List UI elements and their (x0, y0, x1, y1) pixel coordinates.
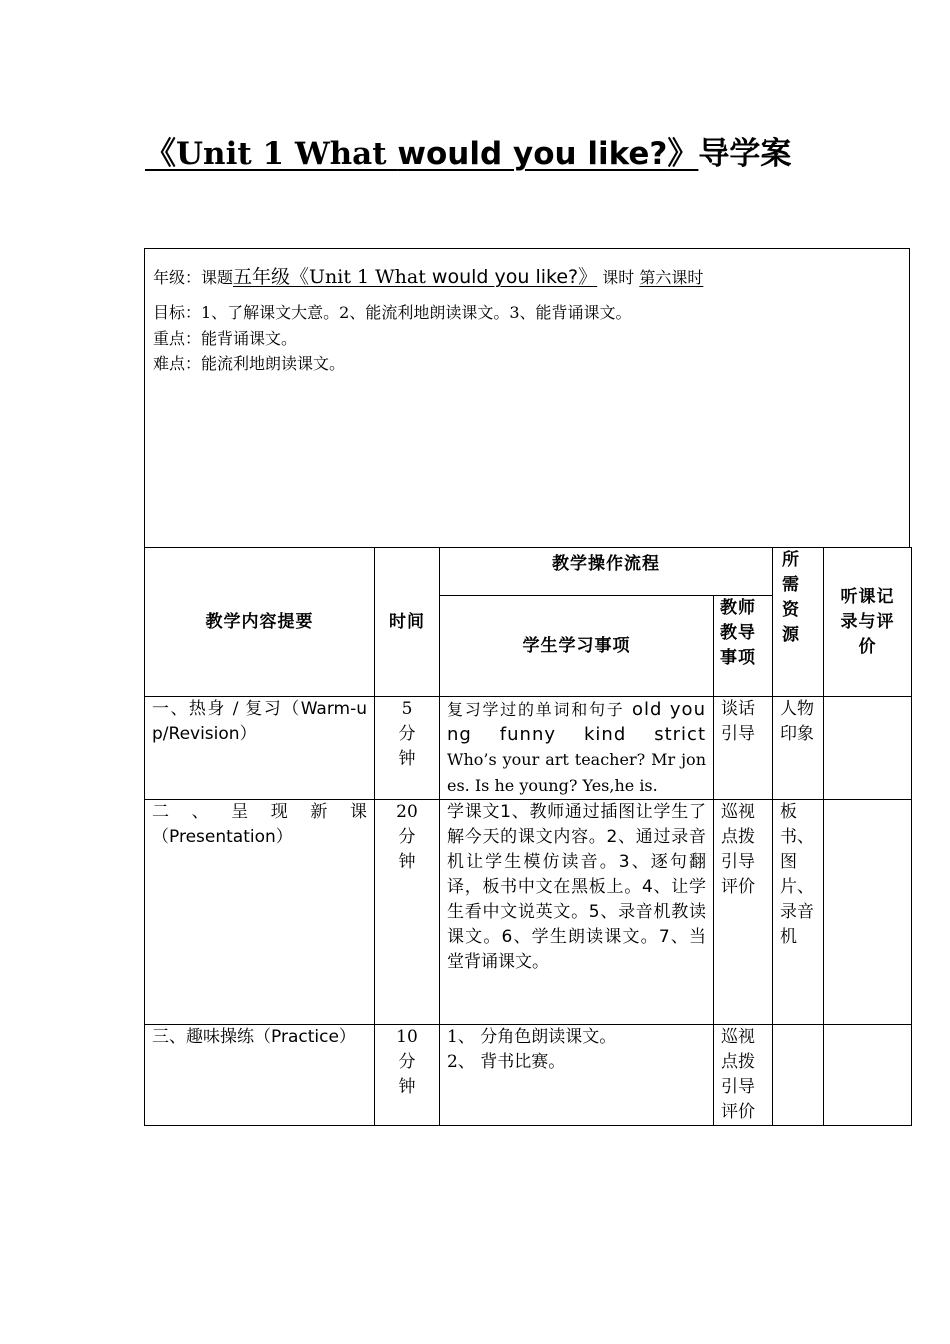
page-title: 《Unit 1 What would you like?》导学案 (145, 136, 792, 172)
table-row (145, 1025, 912, 1126)
header-student: 学生学习事项 (440, 596, 714, 697)
table-row (145, 800, 912, 1025)
row-time: 20 分钟 (375, 800, 440, 1025)
header-time: 时间 (375, 548, 440, 697)
period-value: 第六课时 (639, 268, 704, 287)
course-line: 年级：课题五年级《Unit 1 What would you like?》 课时 第六课时 (153, 266, 704, 288)
row-content: 三、趣味操练（Practice） (145, 1025, 375, 1126)
row-student: 学课文1、教师通过插图让学生了解今天的课文内容。2、通过录音机让学生模仿读音。3、逐句翻译，板书中文在黑板上。4、让学生看中文说英文。5、录音机教读课文。6、学生朗读课文。7、当堂背诵课文。 (440, 800, 714, 1025)
row-teacher: 谈话引导 (714, 697, 773, 800)
difficulty-line: 难点：能流利地朗读课文。 (153, 354, 346, 373)
goal-line: 目标：1、了解课文大意。2、能流利地朗读课文。3、能背诵课文。 (153, 303, 632, 322)
row-content: 二、呈现新课 （Presentation） (145, 800, 375, 1025)
row-resources: 人物印象 (773, 697, 824, 800)
header-resources: 所需资源 (773, 548, 824, 697)
lesson-plan-table (144, 547, 912, 1126)
row-student: 1、 分角色朗读课文。 2、 背书比赛。 (440, 1025, 714, 1126)
header-process: 教学操作流程 (440, 548, 773, 596)
row-resources: 板书、图片、录音机 (773, 800, 824, 1025)
lesson-info-box (144, 248, 910, 547)
row-teacher: 巡视点拨引导评价 (714, 800, 773, 1025)
row-student: 复习学过的单词和句子 old young funny kind strict Who’s your art teacher? Mr jones. Is he young? Yes,he is. (440, 697, 714, 800)
row-time: 10 分钟 (375, 1025, 440, 1126)
row-teacher: 巡视点拨引导评价 (714, 1025, 773, 1126)
header-teacher: 教师教导事项 (714, 596, 773, 697)
table-row (145, 697, 912, 800)
row-notes (824, 1025, 912, 1126)
key-point-line: 重点：能背诵课文。 (153, 329, 298, 348)
row-resources (773, 1025, 824, 1126)
row-time: 5 分钟 (375, 697, 440, 800)
header-notes: 听课记录与评价 (824, 548, 912, 697)
row-notes (824, 800, 912, 1025)
row-content: 一、热身 / 复习（Warm-up/Revision） (145, 697, 375, 800)
header-content: 教学内容提要 (145, 548, 375, 697)
row-notes (824, 697, 912, 800)
